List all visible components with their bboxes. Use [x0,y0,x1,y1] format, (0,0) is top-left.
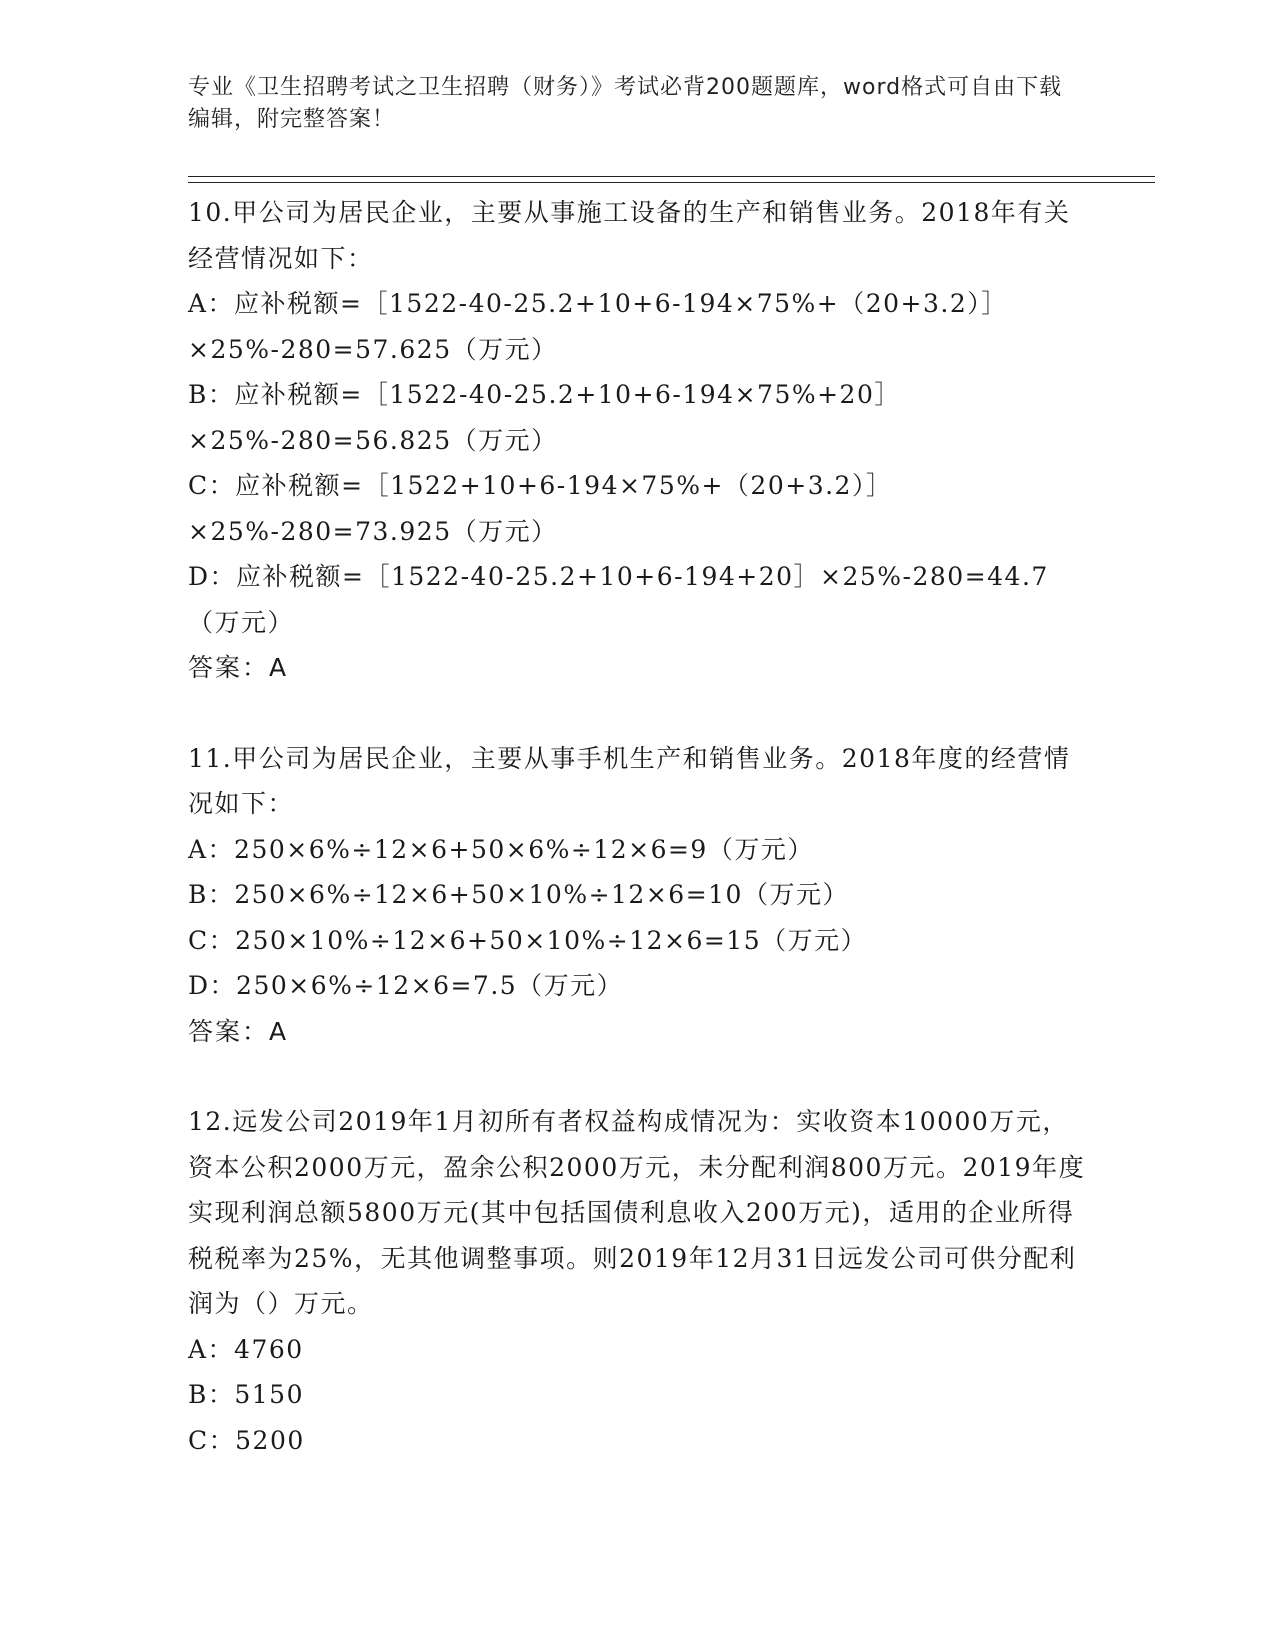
option-c: C：5200 [188,1425,305,1455]
question-stem: 11.甲公司为居民企业，主要从事手机生产和销售业务。2018年度的经营情况如下： [188,743,1071,818]
option-a: A：250×6%÷12×6+50×6%÷12×6=9（万元） [188,834,814,864]
answer-line: 答案：A [188,1016,289,1046]
document-body [188,190,1088,1463]
question-12 [188,1099,1088,1463]
answer-line: 答案：A [188,653,289,682]
option-a: A：4760 [188,1334,304,1364]
option-d: D：应补税额=［1522-40-25.2+10+6-194+20］×25%-280=44.7（万元） [188,562,1049,637]
question-spacer [188,1054,1088,1099]
document-header [188,72,1068,136]
question-10 [188,190,1088,691]
question-stem: 12.远发公司2019年1月初所有者权益构成情况为：实收资本10000万元，资本公积2000万元，盈余公积2000万元，未分配利润800万元。2019年度实现利润总额5800万元(其中包括国债利息收入200万元)，适用的企业所得税税率为25%，无其他调整事项。则2019年12月31日远发公司可供分配利润为（）万元。 [188,1107,1086,1318]
option-a: A：应补税额=［1522-40-25.2+10+6-194×75%+（20+3.2）］×25%-280=57.625（万元） [188,289,1008,364]
question-spacer [188,691,1088,736]
option-b: B：应补税额=［1522-40-25.2+10+6-194×75%+20］×25%-280=56.825（万元） [188,380,901,455]
header-rule-bottom [188,182,1155,183]
question-11 [188,736,1088,1055]
header-text: 专业《卫生招聘考试之卫生招聘（财务）》考试必背200题题库，word格式可自由下载编辑，附完整答案！ [188,75,1063,132]
option-b: B：5150 [188,1380,304,1409]
option-b: B：250×6%÷12×6+50×10%÷12×6=10（万元） [188,880,849,909]
header-rule-top [188,176,1155,177]
option-d: D：250×6%÷12×6=7.5（万元） [188,971,624,1000]
option-c: C：应补税额=［1522+10+6-194×75%+（20+3.2）］×25%-280=73.925（万元） [188,471,893,546]
option-c: C：250×10%÷12×6+50×10%÷12×6=15（万元） [188,925,868,955]
question-stem: 10.甲公司为居民企业，主要从事施工设备的生产和销售业务。2018年有关经营情况如下： [188,198,1071,273]
